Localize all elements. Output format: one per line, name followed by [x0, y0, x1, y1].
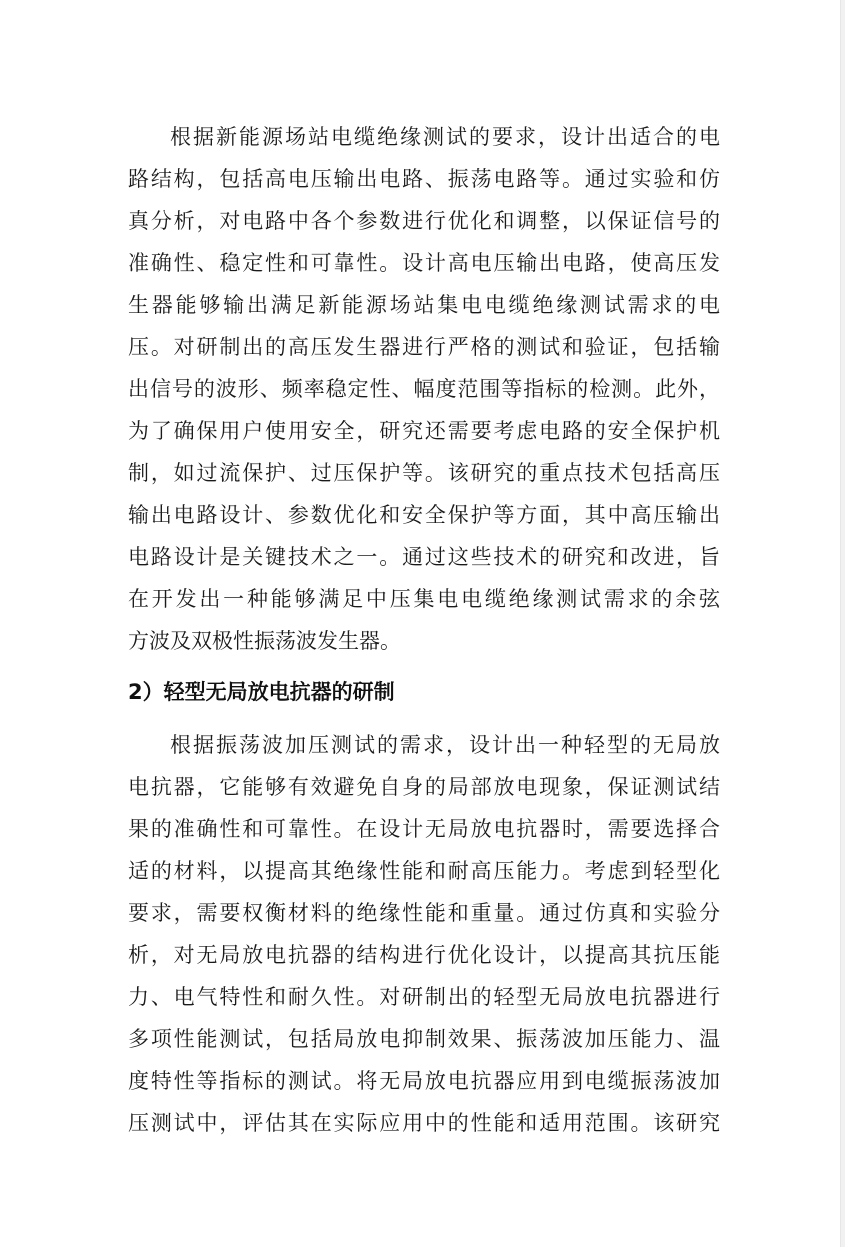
text-line: 根据新能源场站电缆绝缘测试的要求，设计出适合的电: [170, 125, 720, 149]
text-line: 方波及双极性振荡波发生器。: [128, 629, 401, 653]
text-line: 为了确保用户使用安全，研究还需要考虑电路的安全保护机: [128, 419, 720, 443]
paragraph-reactor: [128, 724, 720, 1144]
text-line: 多项性能测试，包括局放电抑制效果、振荡波加压能力、温: [128, 1027, 720, 1051]
section-heading: 2）轻型无局放电抗器的研制: [128, 680, 395, 704]
text-line: 根据振荡波加压测试的需求，设计出一种轻型的无局放: [170, 733, 720, 757]
text-line: 适的材料，以提高其绝缘性能和耐高压能力。考虑到轻型化: [128, 859, 720, 883]
text-line: 析，对无局放电抗器的结构进行优化设计，以提高其抗压能: [128, 943, 720, 967]
paragraph-high-voltage-generator: [128, 116, 720, 662]
text-line: 路结构，包括高电压输出电路、振荡电路等。通过实验和仿: [128, 167, 720, 191]
text-line: 制，如过流保护、过压保护等。该研究的重点技术包括高压: [128, 461, 720, 485]
text-line: 准确性、稳定性和可靠性。设计高电压输出电路，使高压发: [128, 251, 720, 275]
text-line: 在开发出一种能够满足中压集电电缆绝缘测试需求的余弦: [128, 587, 720, 611]
text-line: 要求，需要权衡材料的绝缘性能和重量。通过仿真和实验分: [128, 901, 720, 925]
text-line: 压测试中，评估其在实际应用中的性能和适用范围。该研究: [128, 1111, 720, 1135]
text-line: 电路设计是关键技术之一。通过这些技术的研究和改进，旨: [128, 545, 720, 569]
text-line: 果的准确性和可靠性。在设计无局放电抗器时，需要选择合: [128, 817, 720, 841]
text-line: 生器能够输出满足新能源场站集电电缆绝缘测试需求的电: [128, 293, 720, 317]
text-line: 度特性等指标的测试。将无局放电抗器应用到电缆振荡波加: [128, 1069, 720, 1093]
text-line: 输出电路设计、参数优化和安全保护等方面，其中高压输出: [128, 503, 720, 527]
text-line: 真分析，对电路中各个参数进行优化和调整，以保证信号的: [128, 209, 720, 233]
page-edge: [840, 0, 845, 1247]
text-line: 电抗器，它能够有效避免自身的局部放电现象，保证测试结: [128, 775, 720, 799]
text-line: 力、电气特性和耐久性。对研制出的轻型无局放电抗器进行: [128, 985, 720, 1009]
document-body: [128, 116, 720, 1144]
text-line: 压。对研制出的高压发生器进行严格的测试和验证，包括输: [128, 335, 720, 359]
text-line: 出信号的波形、频率稳定性、幅度范围等指标的检测。此外，: [128, 377, 720, 401]
